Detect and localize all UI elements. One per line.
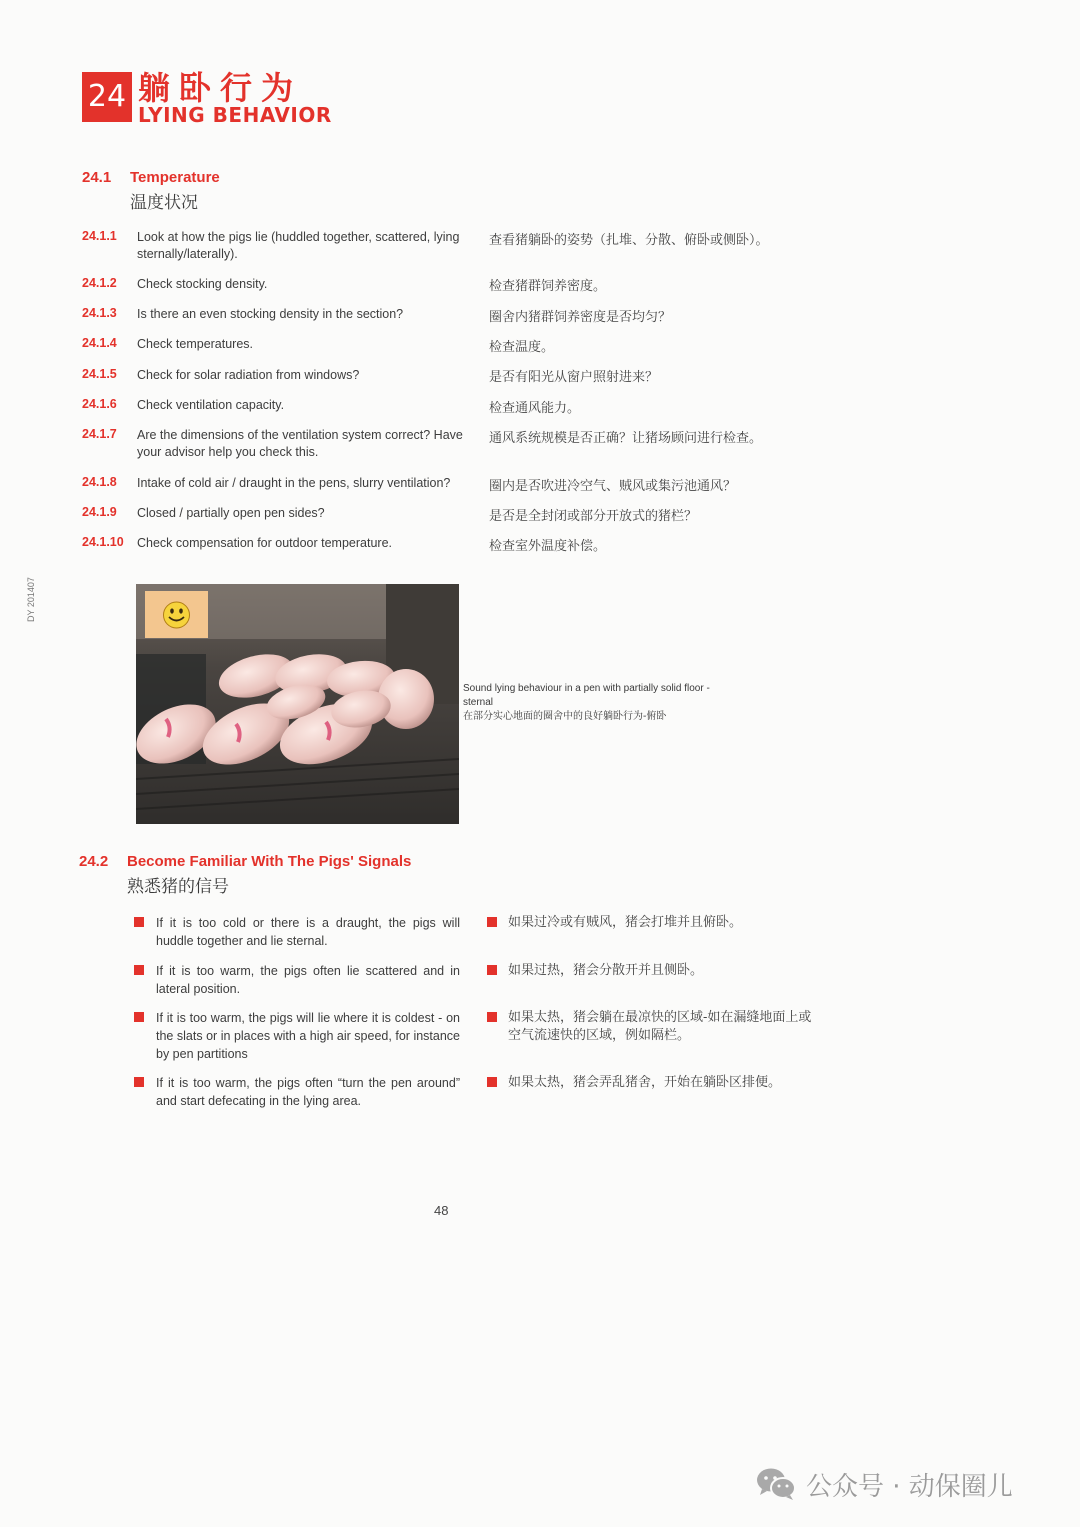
item-text-cn: 检查通风能力。: [489, 401, 581, 416]
item-number: 24.1.7: [82, 427, 117, 441]
watermark: [756, 1462, 1013, 1506]
bullet-square-icon: [134, 1077, 144, 1087]
chapter-title-en: LYING BEHAVIOR: [138, 103, 332, 127]
item-text-en: Is there an even stocking density in the section?: [137, 307, 404, 321]
bullet-text-en: If it is too warm, the pigs often lie scattered and in lateral position.: [156, 964, 460, 996]
bullet-text-cn: 如果过热，猪会分散开并且侧卧。: [508, 963, 704, 978]
section-title-en: Temperature: [130, 169, 220, 186]
photo-caption: [463, 682, 733, 724]
item-number: 24.1.5: [82, 367, 117, 381]
bullet-text-cn: 如果太热，猪会弄乱猪舍，开始在躺卧区排便。: [508, 1075, 782, 1090]
section-number: 24.2: [79, 853, 109, 870]
section-heading: [82, 169, 111, 187]
caption-en: Sound lying behaviour in a pen with partially solid floor - sternal: [463, 683, 710, 708]
caption-cn: 在部分实心地面的圈舍中的良好躺卧行为-俯卧: [463, 711, 667, 722]
bullet-square-icon: [134, 965, 144, 975]
item-text-cn: 圈舍内猪群饲养密度是否均匀？: [489, 310, 672, 325]
bullet-text-cn: 如果过冷或有贼风，猪会打堆并且俯卧。: [508, 915, 743, 930]
item-text-cn: 是否是全封闭或部分开放式的猪栏？: [489, 509, 698, 524]
bullet-text-cn: 如果太热，猪会躺在最凉快的区域-如在漏缝地面上或空气流速快的区域，例如隔栏。: [508, 1010, 812, 1043]
item-number: 24.1.9: [82, 505, 117, 519]
chapter-number: 24: [82, 72, 132, 122]
item-text-en: Intake of cold air / draught in the pens, slurry ventilation?: [137, 476, 451, 490]
bullet-square-icon: [487, 1012, 497, 1022]
bullet-square-icon: [487, 917, 497, 927]
item-text-cn: 查看猪躺卧的姿势（扎堆、分散、俯卧或侧卧）。: [489, 233, 769, 248]
item-text-en: Check temperatures.: [137, 337, 254, 351]
item-number: 24.1.4: [82, 336, 117, 350]
watermark-text: 公众号 · 动保圈儿: [806, 1471, 1013, 1502]
bullet-text-en: If it is too warm, the pigs will lie where it is coldest - on the slats or in places with a high air speed, for instance by pen partitions: [156, 1011, 460, 1061]
section-title-en: Become Familiar With The Pigs' Signals: [127, 853, 412, 870]
item-text-cn: 检查猪群饲养密度。: [489, 279, 607, 294]
item-text-cn: 通风系统规模是否正确？让猪场顾问进行检查。: [489, 431, 763, 446]
section-title-cn: 温度状况: [130, 193, 198, 212]
item-text-en: Check ventilation capacity.: [137, 398, 285, 412]
item-number: 24.1.6: [82, 397, 117, 411]
item-text-en: Check for solar radiation from windows?: [137, 368, 360, 382]
bullet-text-en: If it is too warm, the pigs often “turn the pen around” and start defecating in the lying area.: [156, 1076, 460, 1108]
bullet-square-icon: [134, 917, 144, 927]
pigs-lying-photo: [136, 584, 459, 824]
document-code: DY 201407: [26, 577, 36, 622]
bullet-square-icon: [487, 965, 497, 975]
item-text-cn: 是否有阳光从窗户照射进来？: [489, 370, 659, 385]
item-number: 24.1.1: [82, 229, 117, 243]
item-number: 24.1.10: [82, 535, 124, 549]
item-number: 24.1.3: [82, 306, 117, 320]
section-title-block: [130, 169, 220, 213]
bullet-square-icon: [134, 1012, 144, 1022]
section-heading: [79, 853, 108, 871]
item-text-en: Are the dimensions of the ventilation system correct? Have your advisor help you check this.: [137, 428, 463, 459]
item-text-en: Check compensation for outdoor temperature.: [137, 536, 392, 550]
item-text-cn: 检查室外温度补偿。: [489, 539, 607, 554]
item-text-en: Check stocking density.: [137, 277, 268, 291]
section-title-cn: 熟悉猪的信号: [127, 877, 229, 896]
item-number: 24.1.8: [82, 475, 117, 489]
item-text-cn: 检查温度。: [489, 340, 555, 355]
wechat-icon: [756, 1467, 796, 1501]
section-title-block: [127, 853, 411, 897]
item-text-cn: 圈内是否吹进冷空气、贼风或集污池通风？: [489, 479, 737, 494]
chapter-title-cn: 躺卧行为: [138, 69, 303, 107]
item-number: 24.1.2: [82, 276, 117, 290]
page-number: 48: [434, 1203, 449, 1218]
pigs-illustration: [136, 584, 459, 824]
item-text-en: Look at how the pigs lie (huddled together, scattered, lying sternally/laterally).: [137, 230, 460, 261]
section-number: 24.1: [82, 169, 112, 186]
bullet-square-icon: [487, 1077, 497, 1087]
bullet-text-en: If it is too cold or there is a draught, the pigs will huddle together and lie sternal.: [156, 916, 460, 948]
item-text-en: Closed / partially open pen sides?: [137, 506, 325, 520]
smiley-face-icon: [164, 602, 190, 628]
